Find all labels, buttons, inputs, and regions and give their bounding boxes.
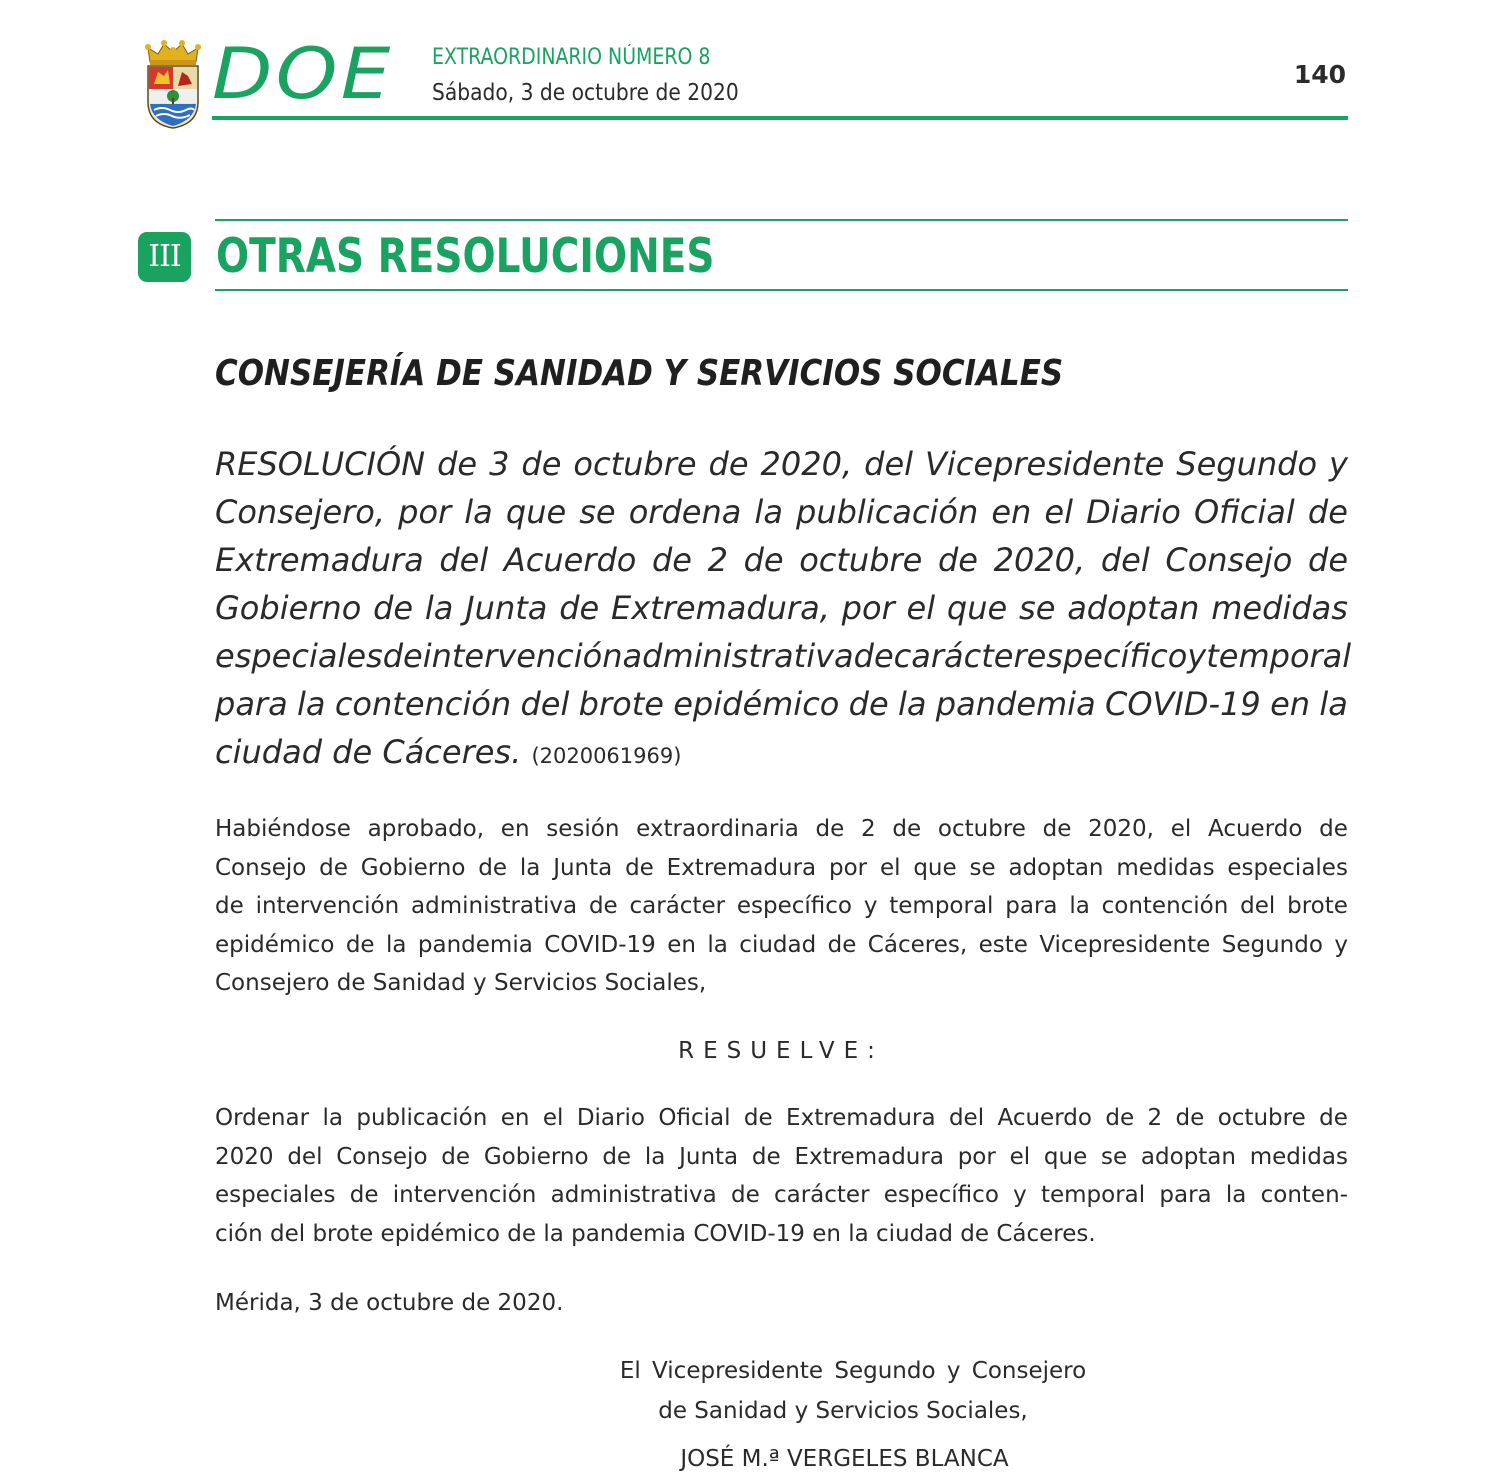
word: de [853,637,894,675]
word: Extremadura [786,1105,936,1131]
word: carácter [629,893,726,919]
word: Acuerdo [1208,816,1303,842]
word: específico [736,893,852,919]
word: de [937,541,978,579]
word: en [500,816,530,842]
word: la [519,854,541,881]
word: contención [1101,893,1229,919]
body-line [215,849,1348,888]
word: Segundo [1176,445,1318,483]
word: de [319,854,348,881]
ministry-title: CONSEJERÍA DE SANIDAD Y SERVICIOS SOCIALES [215,353,1064,394]
word: extraordinaria [636,816,799,842]
word: administrativa [411,893,578,919]
issue-date: Sábado, 3 de octubre de 2020 [432,80,739,106]
word: que [505,493,567,531]
word: Vicepresidente [925,445,1165,483]
body-line [215,887,1348,926]
word: y [1334,931,1348,958]
word: 2020, [993,541,1086,579]
word: epidémico [673,685,840,723]
word: la [1319,685,1348,723]
signature-role-line-2: de Sanidad y Servicios Sociales, [658,1398,1028,1424]
word: Gobierno [215,589,362,627]
word: Extremadura [794,1143,944,1170]
word: y [863,893,878,919]
word: por [398,493,452,531]
word: intervención [392,1182,537,1208]
word: se [1101,1143,1128,1170]
word: sesión [546,816,620,842]
word: que [913,854,957,881]
signatory-name: JOSÉ M.ª VERGELES BLANCA [680,1446,1009,1472]
word: Cáceres, [867,931,968,958]
word: de [1175,1105,1205,1131]
word: la [1069,893,1090,919]
body-line [215,1099,1348,1138]
word: de [559,589,600,627]
word: 2020, [1088,816,1154,842]
word: intervención [422,637,623,675]
word: de [1307,493,1348,531]
word: del [864,445,914,483]
word: y [1013,1182,1027,1208]
word: la [322,1105,343,1131]
word: que [1043,1143,1088,1170]
word: de [743,1105,773,1131]
resolution-last-text: ciudad de Cáceres. [215,733,522,771]
word: por [957,1143,996,1170]
word: el [1044,493,1073,531]
word: específico [1026,637,1188,675]
word: Gobierno [360,854,466,881]
word: aprobado, [367,816,485,842]
word: RESOLUCIÓN [215,445,426,483]
word: Junta [553,854,613,881]
word: el [542,1105,564,1131]
word: de [382,637,423,675]
word: de [892,816,922,842]
word: de [441,1143,471,1170]
word: publicación [796,493,979,531]
word: Acuerdo [997,1105,1092,1131]
word: Extremadura [215,541,424,579]
word: Habiéndose [215,816,351,842]
word: temporal [1206,637,1352,675]
word: 2020, [760,445,853,483]
word: Acuerdo [503,541,637,579]
word: de [1319,816,1348,842]
section-title: OTRAS RESOLUCIONES [216,229,715,284]
body-line [215,926,1348,965]
word: Extremadura [666,854,817,881]
word: la [386,931,407,958]
word: temporal [889,893,994,919]
word: el [1009,1143,1031,1170]
word: adoptan [1008,854,1104,881]
resolution-line [215,440,1348,488]
word: del [1240,893,1276,919]
word: Oficial [658,1105,731,1131]
word: Consejo [336,1143,428,1170]
word: del [287,1143,323,1170]
word: de [848,685,889,723]
word: conten- [1260,1182,1348,1208]
word: la [1225,1182,1247,1208]
resolution-line-last [215,728,1348,776]
body-paragraph-2 [215,1099,1348,1253]
word: de [602,1143,632,1170]
word: la [754,493,783,531]
word: el [906,589,936,627]
word: especiales [1227,854,1348,881]
word: Oficial [1193,493,1295,531]
word: octubre [1217,1105,1306,1131]
word: se [1019,589,1056,627]
place-and-date: Mérida, 3 de octubre de 2020. [215,1290,564,1316]
word: de [1308,541,1348,579]
word: de [743,541,784,579]
resolution-code: (2020061969) [531,744,682,768]
word: Consejo [215,854,307,881]
word: carácter [893,637,1027,675]
word: de [373,589,414,627]
resolution-line [215,584,1348,632]
word: de [625,854,654,881]
word: por [841,589,895,627]
word: Consejo [1165,541,1293,579]
word: y [1329,445,1348,483]
word: Junta [465,589,548,627]
word: en [667,931,696,958]
word: administrativa [550,1182,717,1208]
body-line-last: ción del brote epidémico de la pandemia COVID-19 en la ciudad de Cáceres. [215,1220,1096,1247]
word: pandemia [935,685,1096,723]
word: Ordenar [215,1105,310,1131]
word: 2020 [215,1143,274,1170]
word: administrativa [622,637,854,675]
word: intervención [255,893,400,919]
word: del [439,541,489,579]
word: de [345,931,375,958]
section-bottom-rule [215,289,1348,291]
word: de [478,854,508,881]
word: de [751,1143,781,1170]
word: de [588,893,618,919]
word: de [1105,1105,1135,1131]
word: octubre [799,541,923,579]
word: brote [578,685,664,723]
word: de [437,445,478,483]
word: Diario [1086,493,1181,531]
word: la [464,493,493,531]
issue-number: EXTRAORDINARIO NÚMERO 8 [432,45,711,70]
word: Segundo [1221,931,1323,958]
signature-role-line-1: El Vicepresidente Segundo y Consejero [619,1358,1087,1384]
word: medidas [1116,854,1215,881]
word: octubre [573,445,697,483]
word: por [828,854,868,881]
resolution-title [215,440,1352,776]
word: y [1187,637,1207,675]
word: en [1270,685,1311,723]
word: epidémico [215,931,335,958]
word: se [969,854,996,881]
word: en [991,493,1032,531]
doe-logo: DOE [212,33,394,115]
resolution-line [215,680,1348,728]
word: que [946,589,1008,627]
resolution-line [215,488,1348,536]
word: de [651,541,692,579]
word: Consejero, [215,493,386,531]
word: Junta [679,1143,739,1170]
word: de [708,445,749,483]
word: el [1170,816,1192,842]
word: Gobierno [483,1143,589,1170]
word: pandemia [417,931,533,958]
word: del [948,1105,985,1131]
word: para [215,685,288,723]
word: 2 [1147,1105,1163,1131]
word: la [644,1143,666,1170]
word: especiales [215,1182,336,1208]
word: específico [883,1182,999,1208]
word: COVID-19 [1104,685,1261,723]
word: especiales [215,637,383,675]
word: del [1100,541,1150,579]
word: la [897,685,927,723]
word: de [730,1182,760,1208]
word: Extremadura, [611,589,830,627]
word: adoptan [1140,1143,1236,1170]
word: la [707,931,728,958]
word: la [297,685,326,723]
word: ordena [628,493,742,531]
word: Diario [576,1105,645,1131]
word: medidas [1249,1143,1348,1170]
word: Vicepresidente [1039,931,1211,958]
word: 2 [861,816,876,842]
word: de [215,893,244,919]
word: del [520,685,570,723]
body-line [215,810,1348,849]
coat-of-arms-icon [142,40,204,130]
word: el [879,854,901,881]
word: ciudad [739,931,817,958]
word: 2 [707,541,728,579]
word: COVID-19 [544,931,656,958]
word: temporal [1040,1182,1146,1208]
resolution-line [215,632,1352,680]
word: de [1319,1105,1348,1131]
word: la [424,589,454,627]
header-rule [212,116,1348,120]
word: se [579,493,616,531]
body-paragraph-1 [215,810,1348,1003]
word: adoptan [1067,589,1200,627]
word: para [1159,1182,1212,1208]
word: 3 [489,445,510,483]
word: brote [1287,893,1348,919]
word: para [1005,893,1058,919]
section-top-rule [215,219,1348,221]
body-line-last: Consejero de Sanidad y Servicios Sociales, [215,970,707,996]
word: este [978,931,1028,958]
word: de [827,931,857,958]
body-line [215,1138,1348,1177]
word: de [1042,816,1072,842]
word: contención [334,685,512,723]
word: publicación [356,1105,488,1131]
word: de [815,816,845,842]
word: de [349,1182,379,1208]
resolution-line [215,536,1348,584]
word: medidas [1211,589,1348,627]
word: en [500,1105,530,1131]
section-badge: III [138,232,191,282]
word: octubre [937,816,1026,842]
page-number: 140 [1293,60,1346,89]
body-line [215,1176,1348,1215]
word: de [521,445,562,483]
word: carácter [773,1182,870,1208]
resuelve-heading: RESUELVE: [678,1038,884,1064]
